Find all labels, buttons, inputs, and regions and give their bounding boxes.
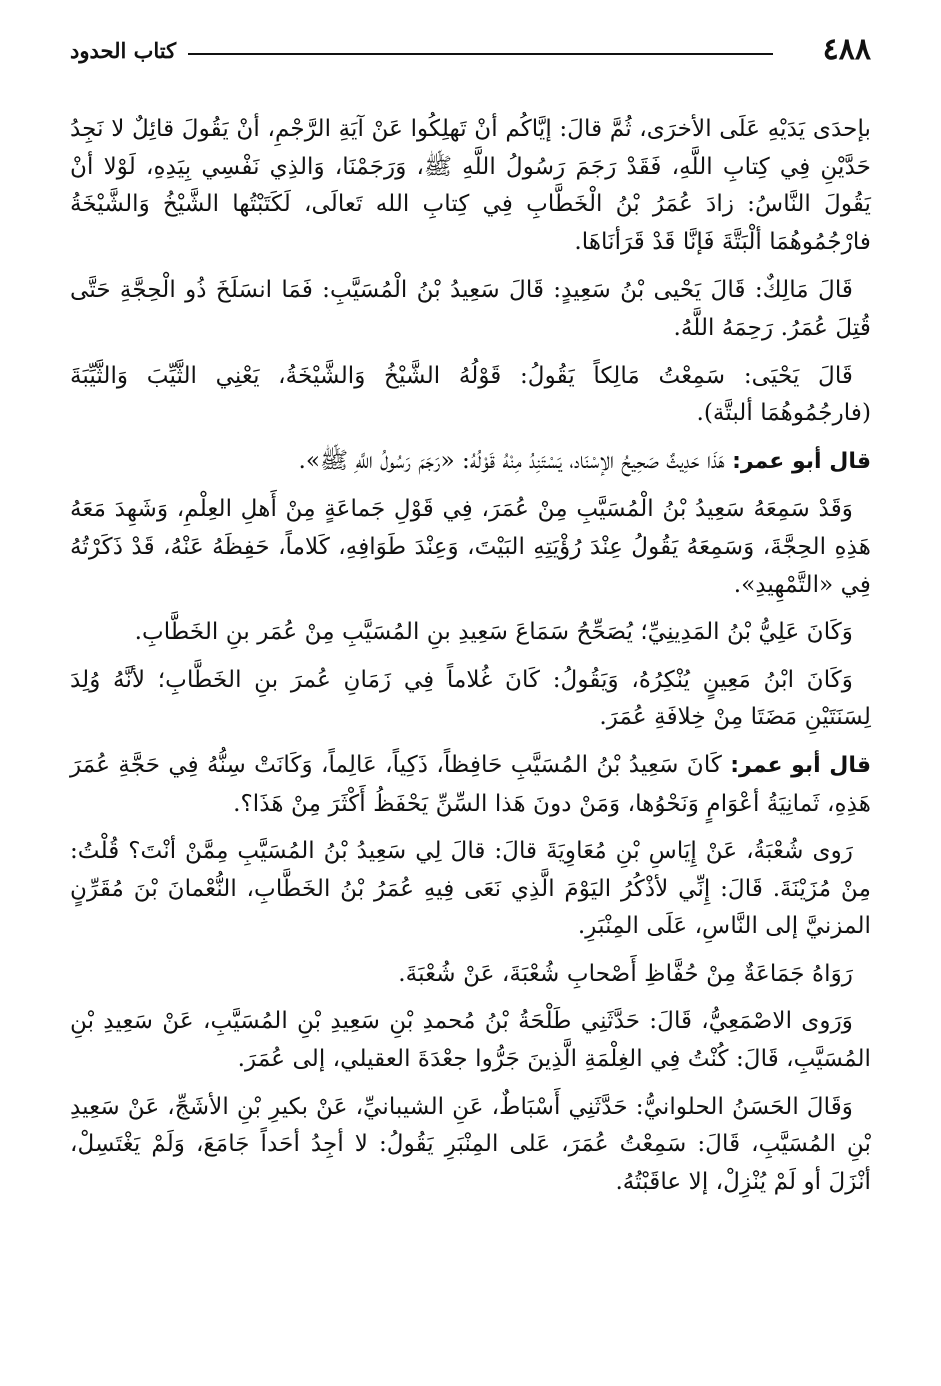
paragraph-text: كَانَ سَعِيدُ بْنُ المُسَيَّبِ حَافِظاً، ذَكِياً، عَالِماً، وَكَانَتْ سِنُّهُ فِي حَجَّةِ عُمَرَ هَذِهِ، ثَمانِيَةُ أعْوَامٍ وَنَحْوُها، وَمَنْ دونَ هَذا السِّنِّ يَحْفَظُ أَكْثَرَ مِنْ هَذَا؟.	[70, 750, 871, 817]
paragraph-text: هَذَا حَدِيثٌ صَحِيحُ الإسْنَاد، يَسْتَنِدُ مِنْهُ قَوْلُهُ: «رَجَمَ رَسُولُ اللَّهِ ﷺ».	[298, 446, 733, 474]
paragraph	[70, 490, 871, 603]
paragraph	[70, 746, 871, 822]
paragraph-text: قَالَ مَالِكٌ: قَالَ يَحْيى بْنُ سَعِيدٍ: قَالَ سَعِيدُ بْنُ الْمُسَيَّبِ: فَمَا انسَلَخَ ذُو الْحِجَّةِ حَتَّى قُتِلَ عُمَرُ. رَحِمَهُ اللَّهُ.	[70, 276, 871, 341]
paragraph-text: قَالَ يَحْيَى: سَمِعْتُ مَالِكاً يَقُولُ: قَوْلُهُ الشَّيْخُ وَالشَّيْخَةُ، يَعْنِي الثَّيِّبَ وَالثَّيِّبَةَ (فارجُمُوهُمَا ألبتَّة).	[70, 361, 871, 427]
paragraph	[70, 110, 871, 260]
paragraph	[70, 442, 871, 481]
paragraph-text: رَوَاهُ جَمَاعَةٌ مِنْ حُفَّاظِ أَصْحابِ شُعْبَةَ، عَنْ شُعْبَةَ.	[398, 959, 853, 987]
paragraph-text: وَقَدْ سَمِعَهُ سَعِيدُ بْنُ الْمُسَيَّبِ مِنْ عُمَرَ، فِي قَوْلِ جَماعَةٍ مِنْ أَهلِ العِلْمِ، وَشَهِدَ مَعَهُ هَذِهِ الحِجَّةَ، وَسَمِعَهُ يَقُولُ عِنْدَ رُؤْيَتِهِ البَيْتَ، وَعِنْدَ طَوَافِهِ، كَلاماً، حَفِظَهُ عَنْهُ، قَدْ ذَكَرْتُهُ فِي «التَّمْهِيدِ».	[70, 495, 871, 598]
running-title: كتاب الحدود	[70, 37, 177, 63]
header-rule	[188, 53, 773, 55]
paragraph-text: وَكَانَ عَلِيُّ بْنُ المَدِينِيِّ؛ يُصَحِّحُ سَمَاعَ سَعِيدِ بنِ المُسَيَّبِ مِنْ عُمَر بنِ الخَطَّابِ.	[134, 618, 853, 646]
paragraph	[70, 832, 871, 945]
page-body	[70, 110, 871, 1200]
speaker-lead: قال أبو عمر:	[732, 448, 871, 474]
paragraph	[70, 357, 871, 432]
paragraph-text: وَرَوى الاصْمَعِيُّ، قَالَ: حَدَّثَنِي طَلْحَةُ بْنُ مُحمدِ بْنِ سَعِيدِ بْنِ المُسَيَّبِ، عَنْ سَعِيدِ بْنِ المُسَيَّبِ، قَالَ: كُنْتُ فِي الغِلْمَةِ الَّذِينَ جَرُّوا جعْدَةَ العقيلي، إلى عُمَرَ.	[70, 1007, 871, 1073]
paragraph-text: وَكَانَ ابْنُ مَعِينٍ يُنْكِرُهُ، وَيَقُولُ: كَانَ غُلاماً فِي زَمَانِ عُمرَ بنِ الخَطَّابِ؛ لأنَّهُ وُلِدَ لِسَنَتَيْنِ مَضَتَا مِنْ خِلافَةِ عُمَرَ.	[70, 665, 871, 731]
paragraph-text: وَقَالَ الحَسَنُ الحلوانيُّ: حَدَّثَنِي أَسْبَاطٌ، عَنِ الشيبانيِّ، عَنْ بكيرِ بْنِ الأشَجِّ، عَنْ سَعِيدِ بْنِ المُسَيَّبِ، قَالَ: سَمِعْتُ عُمَرَ، عَلى المِنْبَرِ يَقُولُ: لا أجِدُ أحَداً جَامَعَ، وَلَمْ يَغْتَسِلْ، أنْزَلَ أو لَمْ يُنْزِلْ، إلا عاقَبْتُهُ.	[70, 1092, 871, 1195]
page-header	[70, 32, 871, 68]
paragraph	[70, 271, 871, 346]
paragraph	[70, 661, 871, 736]
paragraph	[70, 1088, 871, 1201]
paragraph-text: بإحدَى يَدَيْهِ عَلَى الأخرَى، ثُمَّ قالَ: إيَّاكُم أنْ تَهلِكُوا عَنْ آيَةِ الرَّجْمِ، أنْ يَقُولَ قائِلٌ لا نَجِدُ حَدَّيْنِ فِي كِتابِ اللَّهِ، فَقَدْ رَجَمَ رَسُولُ اللَّهِ ﷺ، وَرَجَمْنَا، وَالذِي نَفْسِي بِيَدِهِ، لَوْلا أنْ يَقُولَ النَّاسُ: زادَ عُمَرُ بْنُ الْخَطَّابِ فِي كِتابِ الله تَعالَى، لَكَتَبْتُها الشَّيْخُ وَالشَّيْخَةُ فارْجُمُوهُمَا ألْبَتَّةَ فَإنَّا قَدْ قَرَأنَاهَا.	[70, 115, 871, 255]
paragraph	[70, 1002, 871, 1077]
paragraph	[70, 613, 871, 651]
paragraph-text: رَوى شُعْبَةُ، عَنْ إِيَاسِ بْنِ مُعَاوِيَةَ قالَ: قالَ لِي سَعِيدُ بْنُ المُسَيَّبِ مِمَّنْ أنْتَ؟ قُلْتُ: مِنْ مُزَيْنَةَ. قَالَ: إِنِّي لأذْكُرُ اليَوْمَ الَّذِي نَعَى فِيهِ عُمَرُ بْنُ الخَطَّابِ، النُّعْمانَ بْنَ مُقَرِّنٍ المزنيَّ إلى النَّاسِ، عَلَى المِنْبَرِ.	[70, 837, 871, 940]
paragraph	[70, 955, 871, 993]
page-number: ٤٨٨	[822, 32, 871, 67]
speaker-lead: قال أبو عمر:	[730, 752, 871, 778]
